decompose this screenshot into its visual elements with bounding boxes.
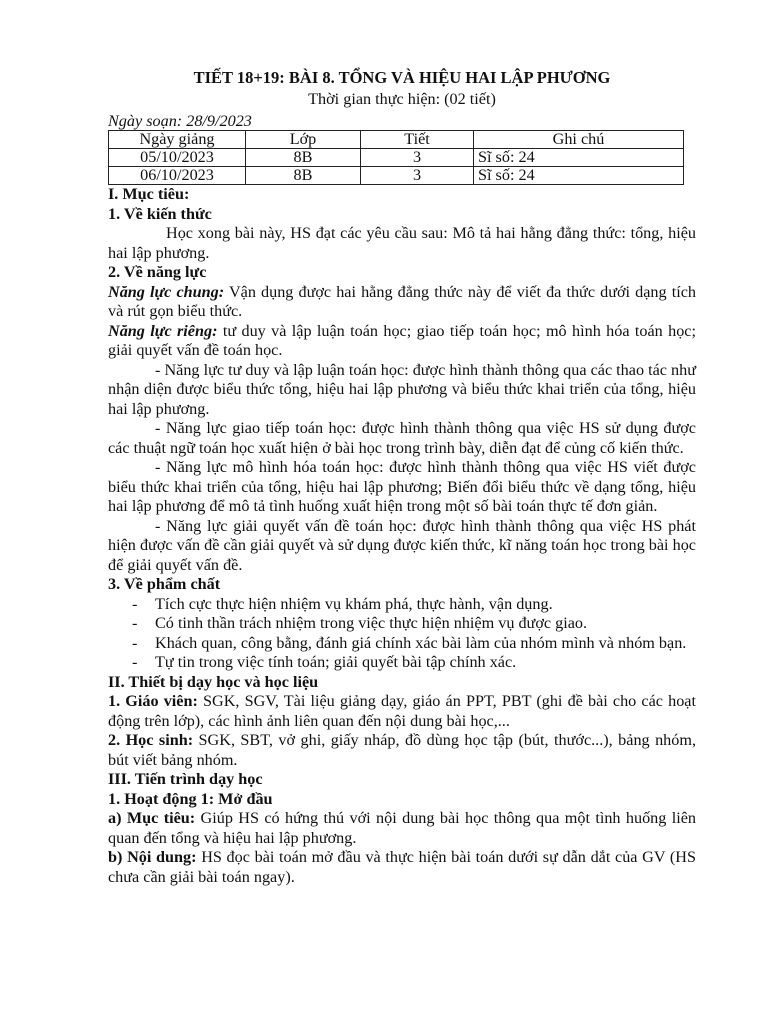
column-header: Tiết xyxy=(361,131,474,149)
paragraph xyxy=(108,692,696,731)
paragraph: - Năng lực tư duy và lập luận toán học: được hình thành thông qua các thao tác như nhận diện được biểu thức tổng, hiệu hai lập phương và biểu thức khai triển của tổng, hiệu hai lập phương. xyxy=(108,360,696,418)
paragraph: Học xong bài này, HS đạt các yêu cầu sau: Mô tả hai hằng đẳng thức: tổng, hiệu hai lập phương. xyxy=(108,224,696,262)
inline-label: Năng lực chung: xyxy=(108,282,225,301)
table-cell: 8B xyxy=(246,167,361,185)
table-cell: 3 xyxy=(361,167,474,185)
section-heading: II. Thiết bị dạy học và học liệu xyxy=(108,672,319,691)
subsection-heading: 1. Về kiến thức xyxy=(108,204,212,223)
table-cell: 06/10/2023 xyxy=(109,167,246,185)
inline-text: HS đọc bài toán mở đầu và thực hiện bài toán dưới sự dẫn dắt của GV (HS chưa cần giải bài toán ngay). xyxy=(108,848,696,886)
inline-text: Giúp HS có hứng thú với nội dung bài học thông qua một tình huống liên quan đến tổng và hiệu hai lập phương. xyxy=(108,809,696,847)
lesson-title: TIẾT 18+19: BÀI 8. TỔNG VÀ HIỆU HAI LẬP PHƯƠNG xyxy=(193,68,611,87)
table-header-row xyxy=(109,131,684,149)
paragraph: - Năng lực mô hình hóa toán học: được hình thành thông qua việc HS viết được biểu thức khai triển của tổng, hiệu hai lập phương; Biến đổi biểu thức về dạng tổng, hiệu hai lập phương để mô tả tình huống xuất hiện trong một số bài toán thực tế đơn giản. xyxy=(108,458,696,515)
lesson-duration: Thời gian thực hiện: (02 tiết) xyxy=(308,90,496,108)
inline-label: 2. Học sinh: xyxy=(108,731,194,749)
column-header: Ngày giảng xyxy=(109,131,246,149)
paragraph: - Năng lực giải quyết vấn đề toán học: được hình thành thông qua việc HS phát hiện được vấn đề cần giải quyết và sử dụng được kiến thức, kĩ năng toán học trong bài học để giải quyết vấn đề. xyxy=(108,516,696,574)
table-cell: 05/10/2023 xyxy=(109,149,246,167)
paragraph: - Năng lực giao tiếp toán học: được hình thành thông qua việc HS sử dụng được các thuật ngữ toán học xuất hiện ở bài học trong trình bày, diễn đạt để củng cố kiến thức. xyxy=(108,419,696,457)
paragraph xyxy=(108,322,696,361)
column-header: Lớp xyxy=(246,131,361,149)
table-cell: Sĩ số: 24 xyxy=(474,167,684,185)
section-heading: III. Tiến trình dạy học xyxy=(108,770,263,788)
table-cell: Sĩ số: 24 xyxy=(474,149,684,167)
inline-label: b) Nội dung: xyxy=(108,848,197,866)
lesson-plan-page xyxy=(108,66,696,887)
table-cell: 3 xyxy=(361,149,474,167)
list-item: - Khách quan, công bằng, đánh giá chính xác bài làm của nhóm mình và nhóm bạn. xyxy=(108,634,696,654)
list-item: - Tự tin trong việc tính toán; giải quyết bài tập chính xác. xyxy=(108,653,696,673)
inline-label: Năng lực riêng: xyxy=(108,321,218,340)
list-item: - Có tinh thần trách nhiệm trong việc thực hiện nhiệm vụ được giao. xyxy=(108,614,696,634)
list-item: - Tích cực thực hiện nhiệm vụ khám phá, thực hành, vận dụng. xyxy=(108,595,696,615)
inline-text: SGK, SGV, Tài liệu giảng dạy, giáo án PPT, PBT (ghi đề bài cho các hoạt động trên lớp), các hình ảnh liên quan đến nội dung bài học,... xyxy=(108,692,696,730)
paragraph xyxy=(108,731,696,770)
inline-text: SGK, SBT, vở ghi, giấy nháp, đồ dùng học tập (bút, thước...), bảng nhóm, bút viết bảng nhóm. xyxy=(108,731,696,769)
inline-label: a) Mục tiêu: xyxy=(108,809,196,827)
inline-label: 1. Giáo viên: xyxy=(108,692,198,710)
subsection-heading: 3. Về phẩm chất xyxy=(108,575,221,593)
table-row xyxy=(109,167,684,185)
table-cell: 8B xyxy=(246,149,361,167)
paragraph xyxy=(108,848,696,887)
section-heading: I. Mục tiêu: xyxy=(108,185,190,203)
schedule-table xyxy=(108,130,684,185)
table-row xyxy=(109,149,684,167)
qualities-list xyxy=(108,595,696,673)
subsection-heading: 1. Hoạt động 1: Mở đầu xyxy=(108,789,273,808)
preparation-date: Ngày soạn: 28/9/2023 xyxy=(108,112,252,130)
paragraph xyxy=(108,283,696,322)
inline-text: tư duy và lập luận toán học; giao tiếp toán học; mô hình hóa toán học; giải quyết vấn đề toán học. xyxy=(108,321,696,359)
inline-text: Vận dụng được hai hằng đẳng thức này để viết đa thức dưới dạng tích và rút gọn biểu thức. xyxy=(108,282,696,320)
column-header: Ghi chú xyxy=(474,131,684,149)
paragraph xyxy=(108,809,696,848)
subsection-heading: 2. Về năng lực xyxy=(108,263,207,281)
